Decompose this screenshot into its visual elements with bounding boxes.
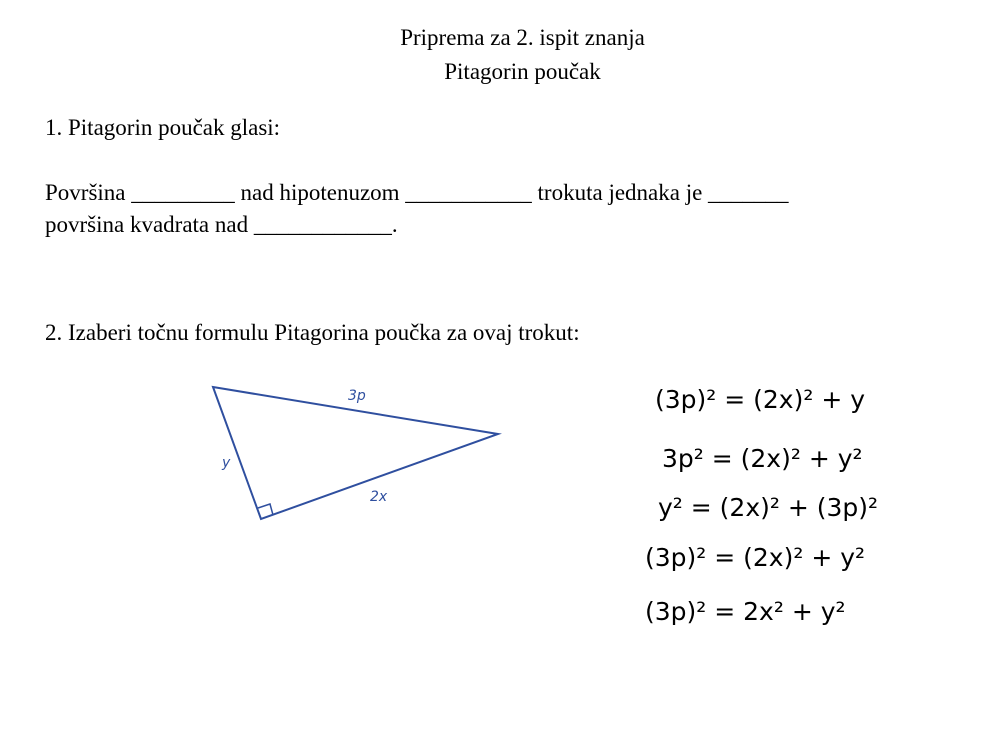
formula-option-5[interactable]: (3p)² = 2x² + y² bbox=[645, 597, 846, 626]
side-label-2x: 2x bbox=[370, 489, 388, 505]
formula-option-4[interactable]: (3p)² = (2x)² + y² bbox=[645, 543, 866, 572]
triangle-shape bbox=[213, 387, 498, 519]
formula-option-3[interactable]: y² = (2x)² + (3p)² bbox=[658, 493, 879, 522]
side-label-3p: 3p bbox=[348, 388, 366, 404]
question-1-text-line-2: površina kvadrata nad ____________. bbox=[45, 212, 398, 237]
right-triangle-figure bbox=[200, 375, 520, 535]
question-1-text-line-1: Površina _________ nad hipotenuzom ___________ trokuta jednaka je _______ bbox=[45, 180, 789, 205]
side-label-y: y bbox=[222, 455, 231, 471]
question-2-heading: 2. Izaberi točnu formulu Pitagorina poučka za ovaj trokut: bbox=[45, 320, 580, 345]
question-1-heading: 1. Pitagorin poučak glasi: bbox=[45, 115, 281, 140]
page-subtitle: Pitagorin poučak bbox=[444, 59, 601, 84]
formula-option-1[interactable]: (3p)² = (2x)² + y bbox=[655, 385, 866, 414]
formula-option-2[interactable]: 3p² = (2x)² + y² bbox=[662, 444, 863, 473]
right-angle-marker bbox=[258, 504, 273, 515]
page-title: Priprema za 2. ispit znanja bbox=[400, 25, 645, 50]
